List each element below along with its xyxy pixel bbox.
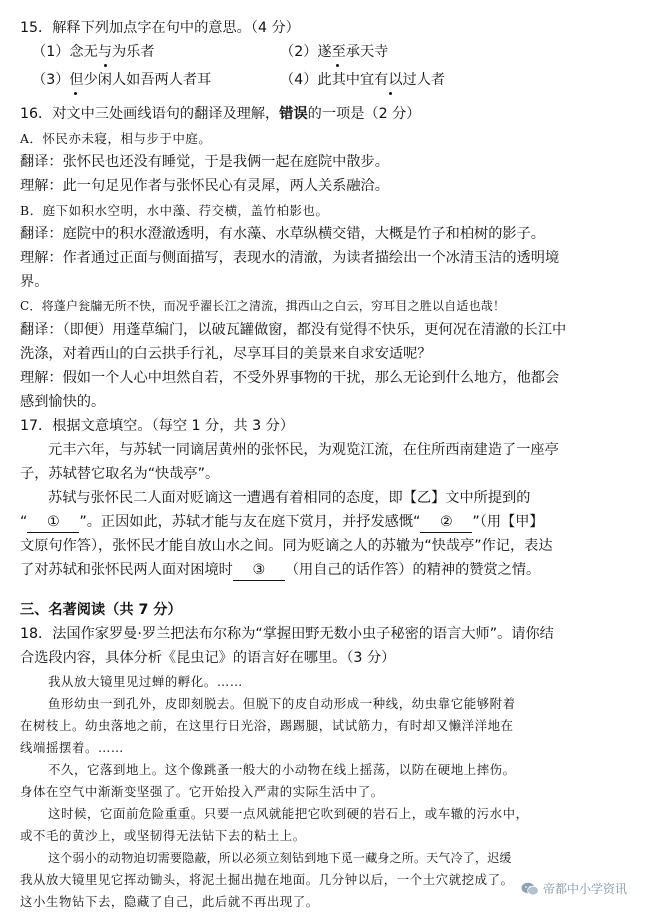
q16-c-translation-1: 翻译：（即便）用蓬草编门，以破瓦罐做窗，都没有觉得不快乐，更何况在清澈的长江中 [20,322,567,338]
q15-option-1: （1）念无与为乐者 [32,44,155,60]
passage-line: 这个弱小的动物迫切需要隐蔽，所以必须立刻钻到地下觅一藏身之所。天气冷了，迟缓 [48,851,512,865]
q16-b-understanding-1: 理解：作者通过正面与侧面描写，表现水的清澈，为读者描绘出一个冰清玉洁的透明境 [20,250,560,266]
q15-option-4: （4）此其中宜有以过人者 [280,72,446,88]
q17-paragraph-2-line-1: 苏轼与张怀民二人面对贬谪这一遭遇有着相同的态度，即【乙】文中所提到的 [48,490,531,506]
emphasis-dot [336,64,339,67]
watermark-text: 帝都中小学资讯 [542,882,627,896]
q17-paragraph-2-line-4: 了对苏轼和张怀民两人面对困境时 ③ （用自己的话作答）的精神的赞赏之情。 [20,560,540,581]
q16-option-a: A．怀民亦未寝，相与步于中庭。 [20,131,212,146]
emphasis-word: 错误 [279,106,308,122]
q16-option-b: B．庭下如积水空明，水中藻、荇交横，盖竹柏影也。 [20,203,329,218]
passage-line: 不久，它落到地上。这个像跳蚤一般大的小动物在线上摇荡，以防在硬地上摔伤。 [48,762,516,777]
passage-line: 我从放大镜里见过蝉的孵化。…… [48,674,243,689]
watermark [521,880,627,897]
fill-blank-3[interactable]: ③ [233,560,285,581]
wechat-icon [521,882,539,896]
q18-title-line-1: 18．法国作家罗曼·罗兰把法布尔称为“掌握田野无数小虫子秘密的语言大师”。请你结 [20,626,554,642]
emphasis-dot [74,92,77,95]
emphasis-dot [389,92,392,95]
q15-title: 15．解释下列加点字在句中的意思。（4 分） [20,20,300,36]
q16-a-understanding: 理解：此一句足见作者与张怀民心有灵犀，两人关系融洽。 [20,178,389,194]
passage-line: 线端摇摆着。…… [20,740,124,755]
q17-paragraph-2-line-3: 文原句作答），张怀民才能自放山水之间。同为贬谪之人的苏辙为“快哉亭”作记，表达 [20,538,553,554]
q15-option-3: （3）但少闲人如吾两人者耳 [32,72,212,88]
passage-line: 我从放大镜里见它挥动锄头，将泥土掘出抛在地面。几分钟以后，一个土穴就挖成了。 [20,872,514,887]
q16-b-understanding-2: 界。 [20,274,49,290]
q16-title: 16．对文中三处画线语句的翻译及理解，错误的一项是（2 分） [20,106,421,122]
q18-title-line-2: 合选段内容，具体分析《昆虫记》的语言好在哪里。（3 分） [20,650,396,666]
q17-paragraph-1-line-2: 子，苏轼替它取名为“快哉亭”。 [20,466,220,482]
passage-line: 身体在空气中渐渐变坚强了。它开始投入严肃的实际生活中了。 [20,784,384,799]
q17-paragraph-2-line-2: “ ① ”。正因如此，苏轼才能与友在庭下赏月，并抒发感慨“ ② ”（用【甲】 [20,512,544,533]
passage-line: 或不毛的黄沙上，或坚韧得无法钻下去的粘土上。 [20,828,306,843]
q17-title: 17．根据文意填空。（每空 1 分，共 3 分） [20,418,295,434]
q16-c-understanding-2: 感到愉快的。 [20,394,106,410]
q16-c-translation-2: 洗涤，对着西山的白云拱手行礼，尽享耳目的美景来自求安适呢？ [20,346,432,362]
q15-option-2: （2）遂至承天寺 [280,44,389,60]
fill-blank-2[interactable]: ② [420,512,472,533]
passage-line: 这小生物钻下去，隐藏了自己，此后就不再出现了。 [20,894,319,909]
q16-b-translation: 翻译：庭院中的积水澄澈透明，有水藻、水草纵横交错，大概是竹子和柏树的影子。 [20,226,545,242]
q16-option-c: C．将蓬户瓮牖无所不快，而况乎濯长江之清流，揖西山之白云，穷耳目之胜以自适也哉！ [20,299,506,313]
q16-c-understanding-1: 理解：假如一个人心中坦然自若，不受外界事物的干扰，那么无论到什么地方，他都会 [20,370,560,386]
q16-a-translation: 翻译：张怀民也还没有睡觉，于是我俩一起在庭院中散步。 [20,154,389,170]
passage-line: 鱼形幼虫一到孔外，皮即刻脱去。但脱下的皮自动形成一种线，幼虫靠它能够附着 [48,696,516,711]
passage-line: 这时候，它面前危险重重。只要一点风就能把它吹到硬的岩石上，或车辙的污水中， [48,806,529,821]
fill-blank-1[interactable]: ① [27,512,79,533]
q17-paragraph-1-line-1: 元丰六年，与苏轼一同谪居黄州的张怀民，为观览江流，在住所西南建造了一座亭 [48,442,559,458]
section-heading: 三、名著阅读（共 7 分） [20,602,182,618]
emphasis-dot [104,64,107,67]
passage-line: 在树枝上。幼虫落地之前，在这里行日光浴，踢踢腿，试试筋力，有时却又懒洋洋地在 [20,718,514,733]
